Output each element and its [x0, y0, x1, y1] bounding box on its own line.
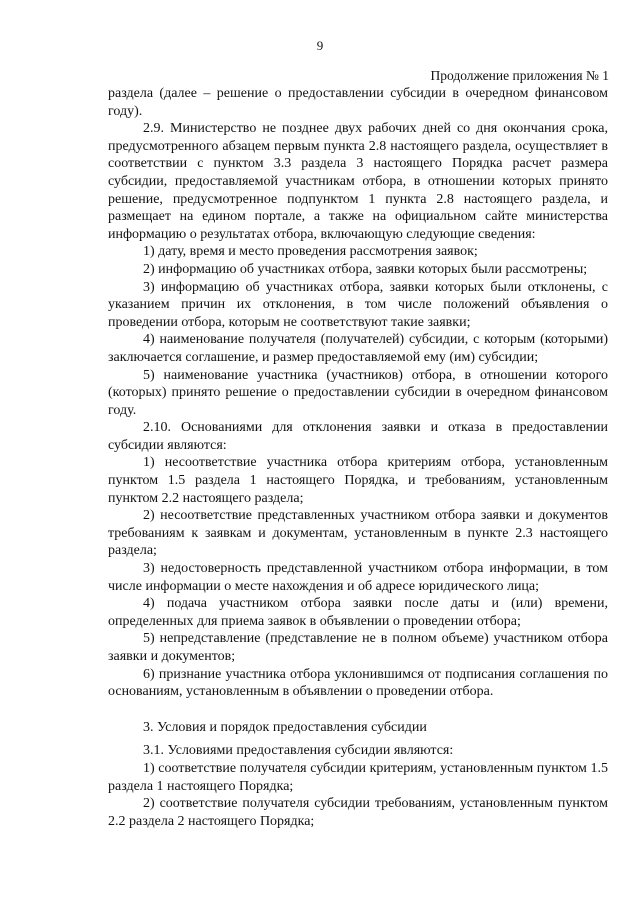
section-heading: 3. Условия и порядок предоставления субсидии — [143, 719, 427, 735]
page-number: 9 — [316, 38, 324, 53]
list-item: 4) наименование получателя (получателей) субсидии, с которым (которыми) заключается соглашение, и размер предоставляемой ему (им) субсидии; — [108, 332, 608, 365]
paragraph-2-10: 2.10. Основаниями для отклонения заявки и отказа в предоставлении субсидии являются: — [108, 420, 608, 453]
paragraph-3-1: 3.1. Условиями предоставления субсидии являются: — [143, 743, 454, 759]
list-item: 1) несоответствие участника отбора критериям отбора, установленным пунктом 1.5 раздела 1 настоящего Порядка, и требованиям, установленным пунктом 2.2 настоящего раздела; — [108, 455, 608, 506]
list-item: 3) недостоверность представленной участником отбора информации, в том числе информации о месте нахождения и об адресе юридического лица; — [108, 561, 608, 594]
list-item: 4) подача участником отбора заявки после даты и (или) времени, определенных для приема заявок в объявлении о проведении отбора; — [108, 596, 608, 629]
list-item: 2) несоответствие представленных участником отбора заявки и документов требованиям к заявкам и документам, установленным в пункте 2.3 настоящего раздела; — [108, 508, 608, 559]
list-item: 1) соответствие получателя субсидии критериям, установленным пунктом 1.5 раздела 1 настоящего Порядка; — [108, 760, 608, 794]
list-item: 5) непредставление (представление не в полном объеме) участником отбора заявки и документов; — [108, 631, 608, 664]
list-item: 5) наименование участника (участников) отбора, в отношении которого (которых) принято решение о предоставлении субсидии в очередном финансовом году. — [108, 367, 608, 418]
list-item: 1) дату, время и место проведения рассмотрения заявок; — [143, 244, 478, 260]
list-item: 2) соответствие получателя субсидии требованиям, установленным пунктом 2.2 раздела 2 настоящего Порядка; — [108, 796, 608, 829]
paragraph-2-9: 2.9. Министерство не позднее двух рабочих дней со дня окончания срока, предусмотренного абзацем первым пункта 2.8 настоящего раздела, осуществляет в соответствии с пунктом 3.3 раздела 3 настоящего Порядка расчет размера субсидии, предоставляемой участникам отбора, в отношении которых принято решение, предусмотренное подпунктом 1 пункта 2.8 настоящего раздела, и размещает на едином портале, а также на официальном сайте министерства информацию о результатах отбора, включающую следующие сведения: — [108, 121, 608, 242]
appendix-continuation-note: Продолжение приложения № 1 — [430, 68, 609, 83]
list-item: 3) информацию об участниках отбора, заявки которых были отклонены, с указанием причин их отклонения, в том числе положений объявления о проведении отбора, которым не соответствуют такие заявки; — [108, 279, 608, 330]
list-item: 2) информацию об участниках отбора, заявки которых были рассмотрены; — [143, 261, 588, 277]
document-body — [108, 85, 608, 830]
paragraph: раздела (далее – решение о предоставлении субсидии в очередном финансовом году). — [108, 86, 608, 119]
list-item: 6) признание участника отбора уклонившимся от подписания соглашения по основаниям, установленным в объявлении о проведении отбора. — [108, 666, 608, 700]
